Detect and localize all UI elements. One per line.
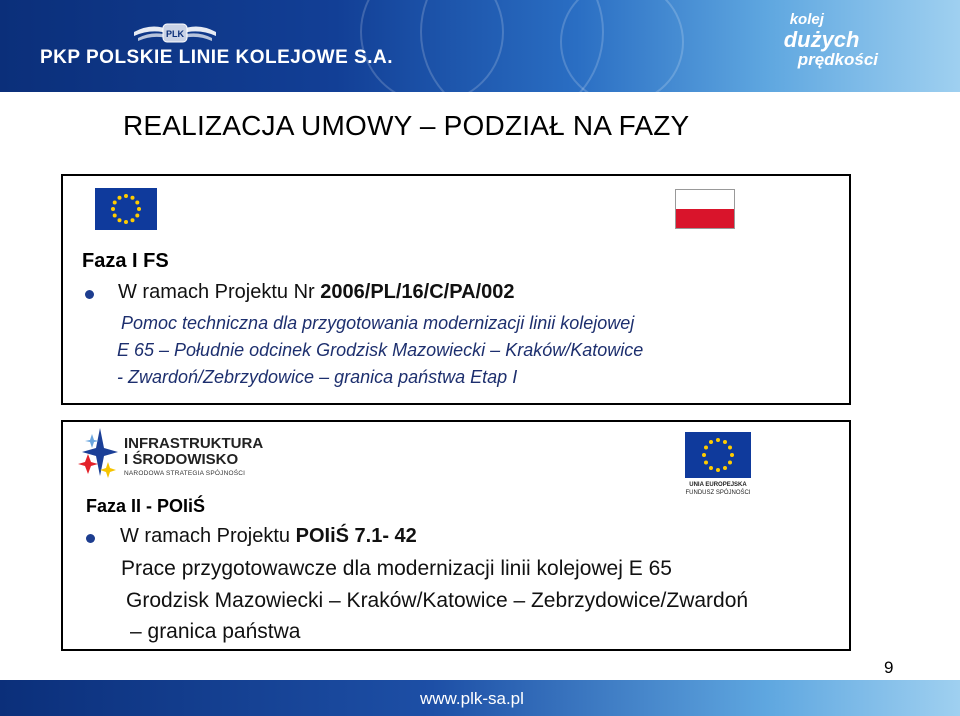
phase-1-desc-line-3: - Zwardoń/Zebrzydowice – granica państwa Etap I xyxy=(117,367,518,387)
eu-caption-1: UNIA EUROPEJSKA xyxy=(689,482,747,488)
footer-banner xyxy=(0,680,960,716)
bullet-icon xyxy=(86,534,95,543)
eu-flag-icon xyxy=(95,188,157,230)
phase-1-desc-line-2: E 65 – Południe odcinek Grodzisk Mazowiecki – Kraków/Katowice xyxy=(117,340,644,360)
infrastruktura-srodowisko-logo xyxy=(78,426,264,488)
phase-1-desc-line-1: Pomoc techniczna dla przygotowania modernizacji linii kolejowej xyxy=(121,313,635,333)
slogan-line-3: prędkości xyxy=(797,50,878,69)
phase-1-project-prefix: W ramach Projektu Nr xyxy=(118,281,321,303)
bullet-icon xyxy=(85,290,94,299)
slogan-line-1: kolej xyxy=(789,11,824,28)
polish-flag-icon xyxy=(675,189,735,229)
logo-title xyxy=(124,436,263,468)
slogan-logo xyxy=(784,10,878,70)
phase-2-desc-line-2: Grodzisk Mazowiecki – Kraków/Katowice – Zebrzydowice/Zwardoń xyxy=(126,589,749,612)
logo-title-line-2: I ŚRODOWISKO xyxy=(124,451,239,468)
footer-url: www.plk-sa.pl xyxy=(420,689,524,708)
phase-1-heading: Faza I FS xyxy=(82,250,169,272)
phase-2-desc-line-3: – granica państwa xyxy=(130,620,301,643)
logo-subtitle: NARODOWA STRATEGIA SPÓJNOŚCI xyxy=(124,470,246,477)
phase-2-heading: Faza II - POIiŚ xyxy=(86,496,206,516)
decorative-swirl xyxy=(560,0,684,92)
phase-2-desc-line-1: Prace przygotowawcze dla modernizacji linii kolejowej E 65 xyxy=(121,557,672,580)
page-number: 9 xyxy=(884,658,894,677)
slide-title: REALIZACJA UMOWY – PODZIAŁ NA FAZY xyxy=(123,110,690,141)
plk-emblem-icon xyxy=(132,18,218,50)
eu-flag-icon xyxy=(685,432,751,478)
slogan-line-2: dużych xyxy=(783,27,860,52)
phase-2-project xyxy=(120,525,417,548)
star-logo-icon xyxy=(78,426,120,488)
company-name: PKP POLSKIE LINIE KOLEJOWE S.A. xyxy=(40,47,393,68)
emblem-text: PLK xyxy=(166,29,184,39)
phase-2-project-number: POIiŚ 7.1- 42 xyxy=(295,525,417,547)
header-banner xyxy=(0,0,960,92)
phase-1-project-number: 2006/PL/16/C/PA/002 xyxy=(320,281,515,303)
eu-cohesion-fund-logo xyxy=(683,432,753,502)
phase-1-project xyxy=(118,281,514,304)
logo-title-line-1: INFRASTRUKTURA xyxy=(124,435,264,452)
phase-2-project-prefix: W ramach Projektu xyxy=(120,525,296,547)
eu-caption-2: FUNDUSZ SPÓJNOŚCI xyxy=(685,490,751,496)
